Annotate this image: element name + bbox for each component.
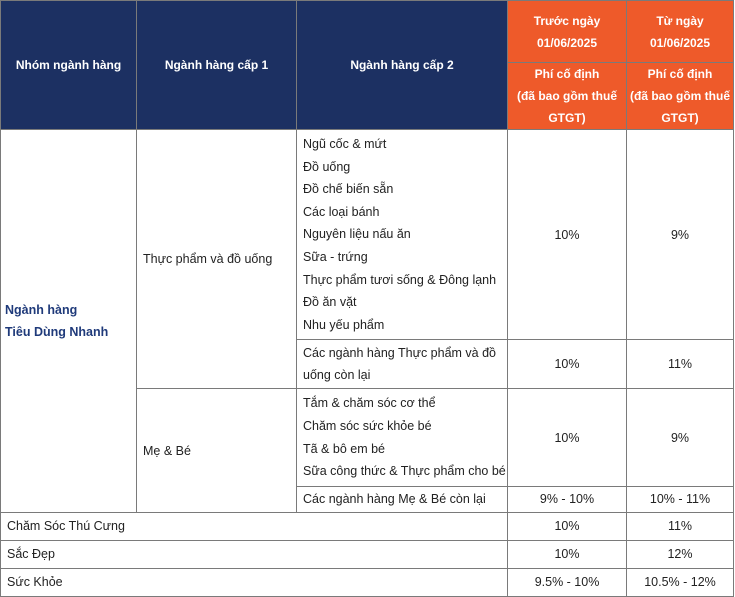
header-level2: Ngành hàng cấp 2 (297, 1, 508, 130)
food-rest-before-fee: 10% (508, 340, 627, 389)
header-from-date (627, 1, 734, 63)
list-item: Đồ uống (303, 159, 351, 174)
group-line1: Ngành hàng (5, 302, 78, 317)
row-beauty-before-fee: 10% (508, 540, 627, 568)
row-pet-care-before-fee: 10% (508, 512, 627, 540)
group-line2: Tiêu Dùng Nhanh (5, 324, 109, 339)
baby-items (297, 389, 508, 486)
list-item: Nhu yếu phẩm (303, 317, 385, 332)
header-from-fee-line2: (đã bao gồm thuế (630, 89, 730, 103)
list-item: Thực phẩm tươi sống & Đông lạnh (303, 272, 497, 287)
baby-rest-label: Các ngành hàng Mẹ & Bé còn lại (297, 486, 508, 512)
row-health-before-fee: 9.5% - 10% (508, 568, 627, 596)
row-health-label: Sức Khỏe (1, 568, 508, 596)
baby-from-fee: 9% (627, 389, 734, 486)
row-beauty-from-fee: 12% (627, 540, 734, 568)
header-before-date (508, 1, 627, 63)
list-item: Nguyên liệu nấu ăn (303, 227, 411, 242)
food-rest-label: Các ngành hàng Thực phẩm và đồ uống còn lại (297, 340, 508, 389)
list-item: Tã & bô em bé (303, 441, 385, 456)
header-before-fee-line1: Phí cố định (534, 67, 600, 81)
header-before-line2: 01/06/2025 (536, 35, 598, 50)
row-beauty-label: Sắc Đẹp (1, 540, 508, 568)
row-pet-care-from-fee: 11% (627, 512, 734, 540)
list-item: Tắm & chăm sóc cơ thể (303, 396, 436, 411)
header-group: Nhóm ngành hàng (1, 1, 137, 130)
header-before-fee-line3: GTGT) (548, 111, 586, 125)
list-item: Sữa - trứng (303, 249, 368, 264)
baby-before-fee: 10% (508, 389, 627, 486)
header-level1: Ngành hàng cấp 1 (137, 1, 297, 130)
header-before-fee (508, 63, 627, 130)
row-pet-care-label: Chăm Sóc Thú Cưng (1, 512, 508, 540)
baby-rest-from-fee: 10% - 11% (627, 486, 734, 512)
food-rest-from-fee: 11% (627, 340, 734, 389)
food-before-fee: 10% (508, 130, 627, 340)
list-item: Ngũ cốc & mứt (303, 137, 387, 151)
list-item: Sữa công thức & Thực phẩm cho bé (303, 464, 506, 479)
baby-rest-before-fee: 9% - 10% (508, 486, 627, 512)
list-item: Đồ chế biến sẵn (303, 182, 394, 197)
food-from-fee: 9% (627, 130, 734, 340)
header-from-fee-line1: Phí cố định (647, 67, 713, 81)
list-item: Đồ ăn vặt (303, 295, 357, 310)
group-fmcg (1, 130, 137, 513)
header-from-fee-line3: GTGT) (661, 111, 699, 125)
list-item: Các loại bánh (303, 204, 380, 219)
header-before-line1: Trước ngày (533, 13, 601, 28)
header-from-fee (627, 63, 734, 130)
header-from-line2: 01/06/2025 (649, 35, 711, 50)
header-from-line1: Từ ngày (656, 13, 704, 28)
list-item: Chăm sóc sức khỏe bé (303, 418, 432, 433)
row-health-from-fee: 10.5% - 12% (627, 568, 734, 596)
level1-baby: Mẹ & Bé (137, 389, 297, 512)
level1-food: Thực phẩm và đồ uống (137, 130, 297, 389)
food-items (297, 130, 508, 340)
header-before-fee-line2: (đã bao gồm thuế (517, 89, 617, 103)
